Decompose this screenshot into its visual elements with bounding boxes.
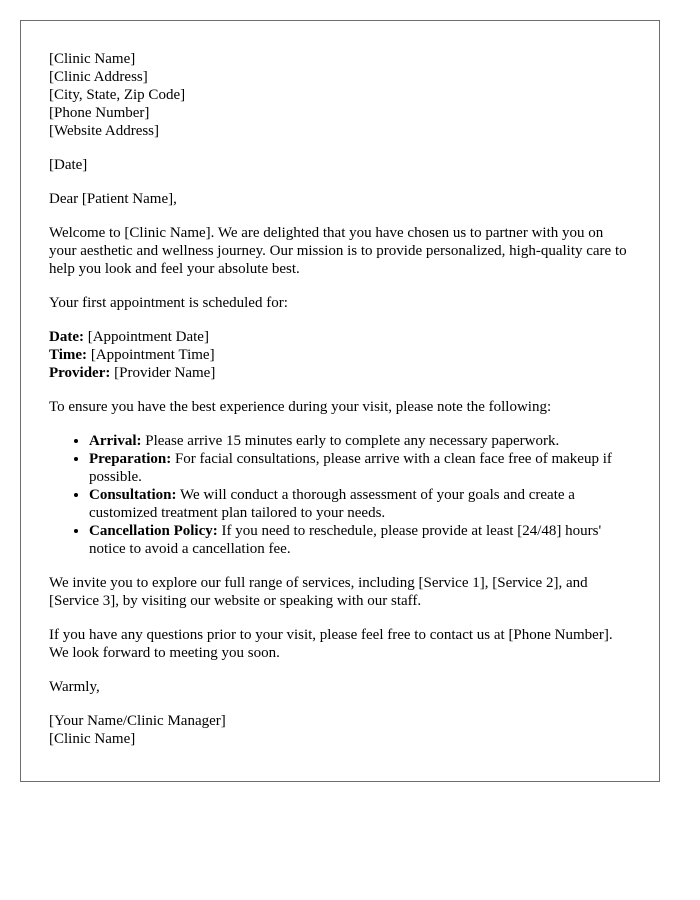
appointment-date-value: [Appointment Date] xyxy=(83,329,209,345)
contact-paragraph: If you have any questions prior to your visit, please feel free to contact us at [Phone Number]. We look forward to meeting you soon. xyxy=(49,627,613,661)
signature-name: [Your Name/Clinic Manager] xyxy=(49,713,226,729)
clinic-address-line: [Clinic Address] xyxy=(49,69,148,85)
clinic-address-block xyxy=(49,50,631,140)
appointment-time-value: [Appointment Time] xyxy=(87,347,215,363)
city-state-zip-line: [City, State, Zip Code] xyxy=(49,87,186,103)
clinic-name-line: [Clinic Name] xyxy=(49,51,136,67)
appointment-time-row xyxy=(49,346,631,364)
letter-date: [Date] xyxy=(49,157,88,173)
note-cancellation-text: If you need to reschedule, please provide at least [24/48] hours' notice to avoid a cancellation fee. xyxy=(89,523,602,557)
note-consultation-text: We will conduct a thorough assessment of your goals and create a customized treatment plan tailored to your needs. xyxy=(89,487,575,521)
services-paragraph: We invite you to explore our full range of services, including [Service 1], [Service 2], and [Service 3], by visiting our website or speaking with our staff. xyxy=(49,575,588,609)
website-address-line: [Website Address] xyxy=(49,123,160,139)
phone-number-line: [Phone Number] xyxy=(49,105,150,121)
appointment-provider-label: Provider: xyxy=(49,365,111,381)
appointment-date-row xyxy=(49,328,631,346)
notes-lead: To ensure you have the best experience during your visit, please note the following: xyxy=(49,399,552,415)
appointment-details xyxy=(49,328,631,382)
signature-block xyxy=(49,712,631,748)
note-cancellation xyxy=(89,522,631,558)
appointment-lead: Your first appointment is scheduled for: xyxy=(49,295,288,311)
note-preparation-text: For facial consultations, please arrive with a clean face free of makeup if possible. xyxy=(89,451,612,485)
appointment-date-label: Date: xyxy=(49,329,84,345)
note-arrival xyxy=(89,432,631,450)
appointment-provider-row xyxy=(49,364,631,382)
appointment-provider-value: [Provider Name] xyxy=(110,365,216,381)
visit-notes-list xyxy=(49,432,631,558)
letter-page xyxy=(20,20,660,782)
note-arrival-text: Please arrive 15 minutes early to complete any necessary paperwork. xyxy=(141,433,560,449)
note-consultation xyxy=(89,486,631,522)
signature-clinic: [Clinic Name] xyxy=(49,731,136,747)
note-preparation-label: Preparation: xyxy=(89,451,172,467)
note-consultation-label: Consultation: xyxy=(89,487,177,503)
salutation: Dear [Patient Name], xyxy=(49,191,177,207)
note-preparation xyxy=(89,450,631,486)
note-arrival-label: Arrival: xyxy=(89,433,142,449)
note-cancellation-label: Cancellation Policy: xyxy=(89,523,218,539)
appointment-time-label: Time: xyxy=(49,347,88,363)
closing: Warmly, xyxy=(49,679,100,695)
intro-paragraph: Welcome to [Clinic Name]. We are delighted that you have chosen us to partner with you on your aesthetic and wellness journey. Our mission is to provide personalized, high-quality care to help you look and feel your absolute best. xyxy=(49,225,627,277)
